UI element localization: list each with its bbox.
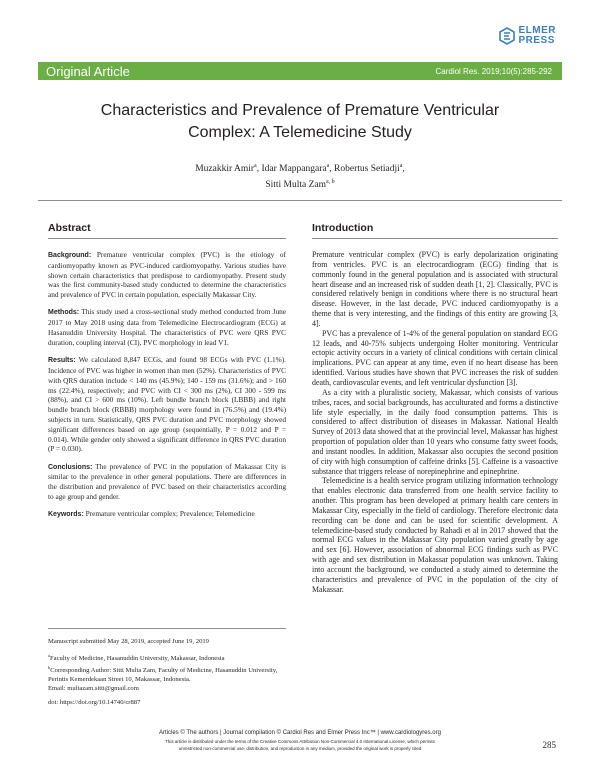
affiliation-text: Faculty of Medicine, Hasanuddin University, Makassar, Indonesia xyxy=(50,655,225,663)
abstract-text: We calculated 8,847 ECGs, and found 98 ECGs with PVC (1.1%). Incidence of PVC was higher in women than men (52%). Characteristics of PVC with QRS duration include < 140 ms (45.9%); 140 - 159 ms (31.6%); and > 160 ms (22.4%), respectively; and PVC with CI < 300 ms (2%), CI 300 - 599 ms (88%), and CI > 600 ms (10%). Left bundle branch block (LBBB) and right bundle branch block (RBBB) morphology were found in (76.5%) and (19.4%) subjects in turn. Statistically, QRS PVC duration and PVC morphology showed significant differences based on age group (sequentially, P = 0.012 and P = 0.014). While gender only showed a significant difference in QRS PVC duration (P = 0.030). xyxy=(48,355,286,454)
intro-paragraph-4: Telemedicine is a health service program utilizing information technology that enables electronic data transferred from one health service facility to another. This program has been developed at primary health care centers in Makassar City, especially in the field of cardiology. Therefore electronic data recording can be done and can be used for scientific development. A telemedicine-based study conducted by Rahadi et al in 2017 showed that the normal ECG values in the Makassar City population varied greatly by age and sex [6]. However, association of abnormal ECG findings such as PVC with age and sex distribution in Makassar population was unknown. Taking into account the background, we conducted a study aimed to determine the characteristics and prevalence of PVC in the population of the city of Makassar. xyxy=(312,476,558,594)
abstract-heading: Abstract xyxy=(48,222,91,234)
publisher-name xyxy=(519,26,557,46)
corresponding-author: Corresponding Author: Sitti Multa Zam, Faculty of Medicine, Hasanuddin University, Perintis Kemerdekaan Street 10, Makassar, Indonesia. xyxy=(48,667,278,684)
abstract-text: Premature ventricular complex; Prevalence; Telemedicine xyxy=(83,509,255,519)
section-label: Original Article xyxy=(46,63,130,79)
doi-link[interactable]: doi: https://doi.org/10.14740/cr887 xyxy=(48,699,141,707)
abstract-label: Background: xyxy=(48,252,92,259)
abstract-conclusions xyxy=(48,462,286,502)
affil-marker: b xyxy=(48,665,51,671)
page-number: 285 xyxy=(542,740,556,750)
intro-paragraph-2: PVC has a prevalence of 1-4% of the general population on standard ECG 12 leads, and 40-75% subjects undergoing Holter monitoring. Ventricular ectopic activity occurs in a variety of clinical conditions with certain clinical implications. PVC can appear at any time, even if no heart disease has been identified. Various studies have shown that PVC increases the risk of sudden death, cardiovascular events, and left ventricular dysfunction [3]. xyxy=(312,328,558,387)
affil-marker: a xyxy=(326,163,330,169)
footer-license-1: This article is distributed under the terms of the Creative Commons Attribution Non-Commercial 4.0 International License, which permits xyxy=(165,739,435,744)
author-name: , Idar Mappangara xyxy=(256,164,327,175)
abstract-label: Keywords: xyxy=(48,511,84,519)
page-footer xyxy=(38,728,562,752)
intro-paragraph-3: As a city with a pluralistic society, Makassar, which consists of various tribes, races, and social backgrounds, has acculturated and forms a distinctive life style especially, in the daily food consumption patterns. This is considered to affect distribution of diseases in Makassar. National Health Survey of 2013 data showed that at the provincial level, Makassar has highest proportion of population older than 10 years who consume fatty sweet foods, and instant noodles. In addition, Makassar also occupies the second position of city with high consumption of caffeine drinks [5]. Caffeine is a vasoactive substance that triggers release of norepinephrine and epinephrine. xyxy=(312,387,558,476)
author-name: Sitti Multa Zam xyxy=(265,180,327,191)
section-banner xyxy=(38,62,562,80)
affiliation-a xyxy=(48,651,298,663)
abstract-text: This study used a cross-sectional study method conducted from June 2017 to May 2018 using data from Telemedicine Electrocardiogram (ECG) at Hasanuddin University Hospital. The characteristics of PVC were QRS PVC duration, coupling interval (CI), PVC morphology in lead V1. xyxy=(48,307,286,347)
abstract-methods xyxy=(48,307,286,347)
authors-line-2 xyxy=(150,176,450,192)
abstract-keywords xyxy=(48,509,286,520)
intro-paragraph-1: Premature ventricular complex (PVC) is early depolarization originating from ventricles. PVC is an electrocardiogram (ECG) finding that is commonly found in the general population and is associated with structural heart disease and an increased risk of sudden death [1, 2]. Classically, PVC is considered relatively benign in conditions where there is no structural heart disease. However, in the last decade, PVC induced cardiomyopathy is a theme that is very interesting, and the findings of this entity are growing [3, 4]. xyxy=(312,250,558,328)
introduction-body xyxy=(312,250,558,595)
title-line-2: Complex: A Telemedicine Study xyxy=(188,124,412,141)
affil-marker: a, b xyxy=(326,179,335,186)
title-line-1: Characteristics and Prevalence of Premature Ventricular xyxy=(100,102,500,119)
citation: Cardiol Res. 2019;10(5):285-292 xyxy=(435,66,552,76)
author-separator: , xyxy=(402,164,405,175)
abstract-label: Results: xyxy=(48,357,76,365)
elmer-press-logo-icon xyxy=(499,27,515,45)
abstract-body xyxy=(48,250,286,528)
publisher-name-line2: PRESS xyxy=(518,35,555,46)
introduction-heading: Introduction xyxy=(312,222,374,234)
publisher-logo xyxy=(499,26,557,46)
abstract-text: The prevalence of PVC in the population of Makassar City is similar to the prevalence in other general populations. There are differences in the distribution and prevalence of PVC based on their characteristics according to age group and gender. xyxy=(48,461,286,502)
author-name: , Robertus Setiadji xyxy=(329,164,400,175)
affil-marker: a xyxy=(48,653,50,658)
affil-marker: a xyxy=(399,163,403,169)
affiliation-b xyxy=(48,663,298,684)
footer-credits: Articles © The authors | Journal compilation © Cardiol Res and Elmer Press Inc™ | www.cardiologyres.org xyxy=(159,730,441,736)
header-divider xyxy=(38,200,562,201)
introduction-heading-rule xyxy=(312,238,558,239)
authors-line-1 xyxy=(150,160,450,176)
article-notes xyxy=(48,637,298,712)
abstract-background xyxy=(48,250,286,300)
manuscript-dates: Manuscript submitted May 28, 2019, accepted June 19, 2019 xyxy=(48,638,209,645)
article-title xyxy=(60,100,540,144)
abstract-text: Premature ventricular complex (PVC) is the etiology of cardiomyopathy known as PVC-induced cardiomyopathy. Various studies have shown certain characteristics that predispose to cardiomyopathy. Present study was the first community-based study conducted to determine the characteristics and prevalence of PVC in certain population, especially Makassar City. xyxy=(48,250,286,300)
abstract-results xyxy=(48,355,286,454)
affil-marker: a xyxy=(254,163,257,169)
abstract-heading-rule xyxy=(48,238,286,239)
email: Email: multazam.sitti@gmail.com xyxy=(48,685,139,693)
footer-license-2: unrestricted non-commercial use, distribution, and reproduction in any medium, provided the original work is properly cited xyxy=(178,746,422,751)
author-name: Muzakkir Amir xyxy=(195,164,255,175)
author-list xyxy=(150,160,450,192)
abstract-label: Conclusions: xyxy=(48,463,93,471)
abstract-label: Methods: xyxy=(48,309,80,317)
publisher-name-line1: ELMER xyxy=(518,25,556,36)
abstract-end-rule xyxy=(48,628,286,629)
